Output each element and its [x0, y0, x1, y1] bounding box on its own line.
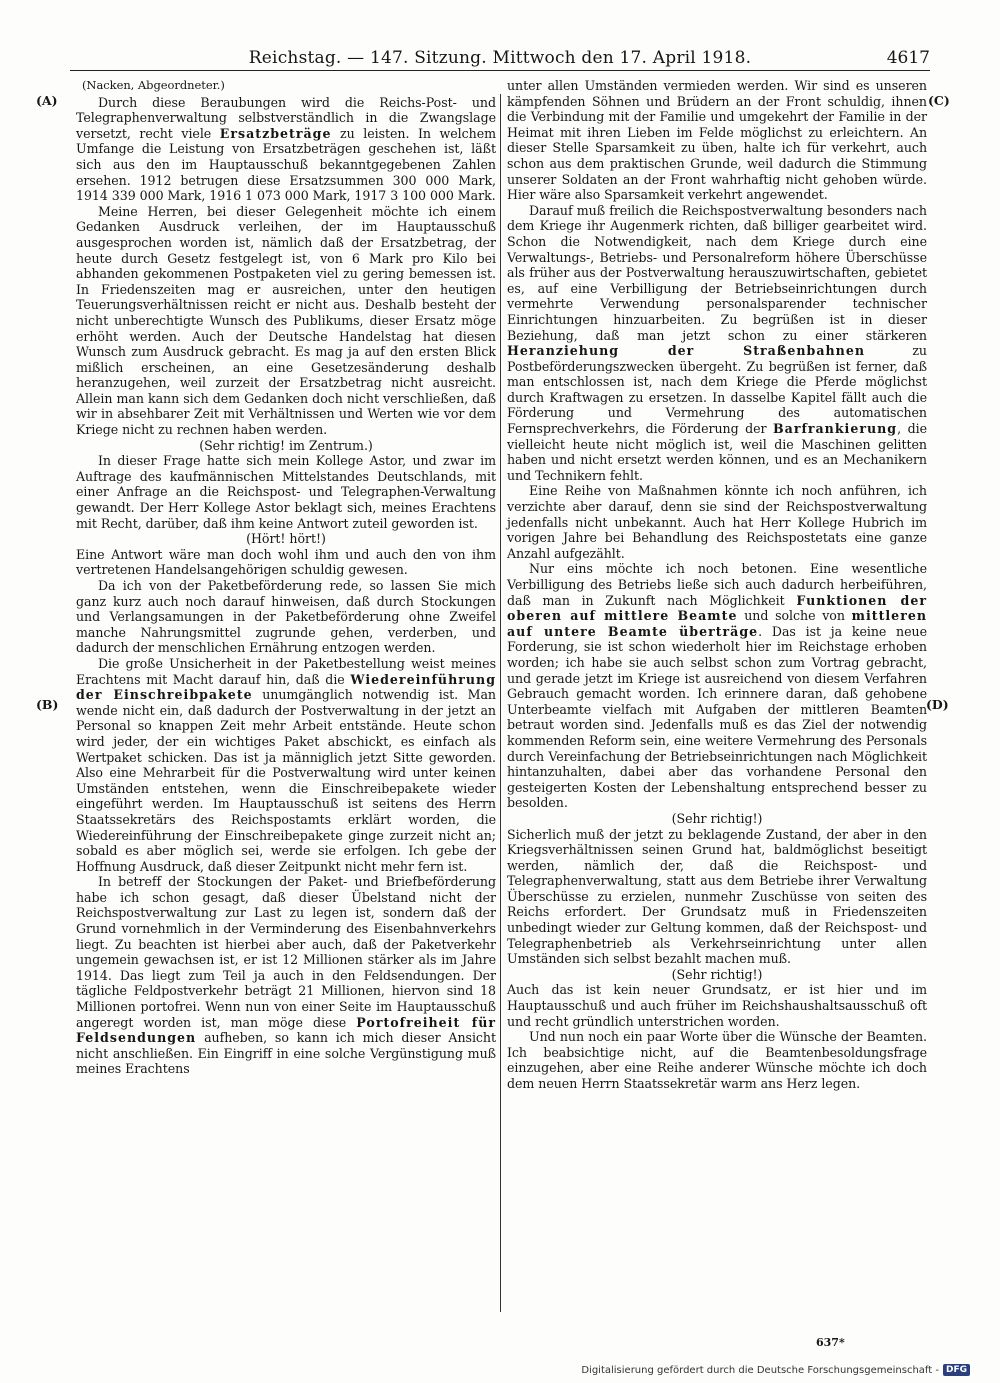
paragraph: [76, 874, 496, 1077]
dfg-logo-icon: DFG: [943, 1364, 970, 1376]
printer-signature: 637*: [816, 1336, 845, 1349]
text-run: unumgänglich notwendig ist. Man wende nicht ein, daß dadurch der Postverwaltung in der jetzt an Personal so knappen Zeit mehr Arbeit entstände. Heute schon wird jeder, der ein wichtiges Paket abschickt, es einfach als Wertpaket schicken. Das ist ja männiglich jetzt Sitte geworden. Also eine Mehrarbeit für die Postverwaltung wird unter keinen Umständen entstehen, wenn die Einschreibepakete wieder eingeführt werden. Im Hauptausschuß ist seitens des Herrn Staatssekretärs des Reichspostamts erklärt worden, die Wiedereinführung der Einschreibepakete ginge zurzeit nicht an; sobald es aber möglich sei, werde sie erfolgen. Ich gebe der Hoffnung Ausdruck, daß dieser Zeitpunkt nicht mehr fern ist.: [76, 687, 496, 874]
left-column: [76, 78, 496, 1077]
emphasis: Ersatzbeträge: [219, 125, 332, 141]
emphasis: Funktionen der oberen auf mittlere Beamte: [507, 592, 927, 624]
text-run: zu Postbeförderungszwecken übergeht. Zu begrüßen ist ferner, daß man entschlossen ist, nach dem Kriege die Pferde möglichst durch Kraftwagen zu ersetzen. In dasselbe Kapitel fällt auch die Förderung und Vermehrung des automatischen Fernsprechverkehrs, die Förderung der: [507, 343, 927, 437]
interjection: (Hört! hört!): [246, 531, 326, 547]
column-divider: [500, 94, 501, 1312]
page-header: [70, 46, 930, 71]
emphasis: Barfrankierung: [773, 421, 898, 437]
right-column: [507, 78, 927, 1092]
text-run: Durch diese Beraubungen wird die Reichs-Post- und Telegraphenverwaltung selbstverständlich in die Zwangslage versetzt, recht viele: [76, 94, 496, 141]
paragraph: [76, 656, 496, 874]
paragraph: Und nun noch ein paar Worte über die Wünsche der Beamten. Ich beabsichtige nicht, auf die Beamtenbesoldungsfrage einzugehen, aber eine Reihe anderer Wünsche möchte ich doch dem neuen Herrn Staatssekretär warm ans Herz legen.: [507, 1029, 927, 1091]
text-run: In betreff der Stockungen der Paket- und Briefbeförderung habe ich schon gesagt, daß dieser Übelstand nicht der Reichspostverwaltung zur Last zu legen ist, sondern daß der Grund vornehmlich in der Verminderung des Eisenbahnverkehrs liegt. Zu beachten ist hierbei aber auch, daß der Paketverkehr ungemein gewachsen ist, er ist 12 Millionen stärker als im Jahre 1914. Das liegt zum Teil ja auch in den Feldsendungen. Der tägliche Feldpostverkehr beträgt 21 Millionen, hiervon sind 18 Millionen portofrei. Wenn nun von einer Seite im Hauptausschuß angeregt worden ist, man möge diese: [76, 874, 496, 1030]
text-run: zu leisten. In welchem Umfange die Leistung von Ersatzbeträgen geschehen ist, läßt sich aus den im Hauptausschuß bekanntgegebenen Zahlen ersehen. 1912 betrugen diese Ersatzsummen 300 000 Mark, 1914 339 000 Mark, 1916 1 073 000 Mark, 1917 3 100 000 Mark.: [76, 125, 496, 204]
paragraph: Meine Herren, bei dieser Gelegenheit möchte ich einem Gedanken Ausdruck verleihen, der im Hauptausschuß ausgesprochen worden ist, nämlich daß der Ersatzbetrag, der heute durch Gesetz festgelegt ist, von 6 Mark pro Kilo bei abhanden gekommenen Postpaketen viel zu gering bemessen ist. In Friedenszeiten mag er ausreichen, unter den heutigen Teuerungsverhältnissen reicht er nicht aus. Deshalb besteht der nicht unberechtigte Wunsch des Publikums, dieser Ersatz möge erhöht werden. Auch der Deutsche Handelstag hat diesen Wunsch zum Ausdruck gebracht. Es mag ja auf den ersten Blick mißlich erscheinen, an eine Gesetzesänderung deshalb heranzugehen, weil zurzeit der Ersatzbetrag nicht ausreicht. Allein man kann sich dem Gedanken doch nicht verschließen, daß wir in absehbarer Zeit mit Verhältnissen und Werten wie vor dem Kriege nicht zu rechnen haben werden.: [76, 203, 496, 438]
page-title: Reichstag. — 147. Sitzung. Mittwoch den 17. April 1918.: [248, 48, 752, 68]
interjection: (Sehr richtig!): [671, 810, 763, 826]
paragraph: In dieser Frage hatte sich mein Kollege Astor, und zwar im Auftrage des kaufmännischen Mittelstandes Deutschlands, mit einer Anfrage an die Reichspost- und Telegraphen-Verwaltung gewandt. Der Herr Kollege Astor beklagt sich, meines Erachtens mit Recht, darüber, daß ihm keine Antwort zuteil geworden ist.: [76, 453, 496, 531]
interjection: (Sehr richtig!): [671, 966, 763, 982]
emphasis: Heranziehung der Straßenbahnen: [507, 343, 865, 359]
text-run: aufheben, so kann ich mich dieser Ansicht nicht anschließen. Ein Eingriff in eine solche Vergünstigung muß meines Erachtens: [76, 1030, 496, 1077]
page-number: 4617: [886, 48, 930, 68]
text-run: . Das ist ja keine neue Forderung, sie ist schon wiederholt hier im Reichstage erhoben worden; ich habe sie auch selbst schon zum Vortrag gebracht, und gerade jetzt im Kriege ist ausreichend von diesem Verfahren Gebrauch gemacht worden. Ich erinnere daran, daß gehobene Unterbeamte vielfach mit Aufgaben der mittleren Beamten betraut worden sind. Jedenfalls muß es das Ziel der notwendig kommenden Reform sein, eine weitere Vermehrung des Personals durch Vereinfachung der Betriebseinrichtungen nach Möglichkeit hintanzuhalten, dabei aber das vorhandene Personal den gesteigerten Kosten der Lebenshaltung entsprechend besser zu besolden.: [507, 623, 927, 811]
paragraph: [76, 95, 496, 204]
paragraph: [507, 561, 927, 811]
paragraph: Da ich von der Paketbeförderung rede, so lassen Sie mich ganz kurz auch noch darauf hinweisen, daß durch Stockungen und Verlangsamungen in der Paketbeförderung ohne Zweifel manche Nahrungsmittel zugrunde gehen, verderben, und dadurch der menschlichen Ernährung entzogen werden.: [76, 578, 496, 656]
text-run: , die vielleicht heute nicht möglich ist, weil die Maschinen gelitten haben und nicht ersetzt werden können, und es an Mechanikern und Technikern fehlt.: [507, 421, 927, 483]
interjection: (Sehr richtig! im Zentrum.): [199, 437, 373, 453]
emphasis: Portofreiheit für Feldsendungen: [76, 1014, 496, 1046]
speaker-label: (Nacken, Abgeordneter.): [82, 78, 225, 92]
emphasis: mittleren auf untere Beamte überträge: [507, 608, 928, 639]
text-run: und solche von: [737, 608, 852, 624]
margin-marker-b: (B): [36, 697, 59, 712]
paragraph: Eine Antwort wäre man doch wohl ihm und auch den von ihm vertretenen Handelsangehörigen schuldig gewesen.: [76, 546, 496, 578]
credit-text: Digitalisierung gefördert durch die Deutsche Forschungsgemeinschaft -: [581, 1364, 939, 1376]
text-run: Die große Unsicherheit in der Paketbestellung weist meines Erachtens mit Macht darauf hin, daß die: [76, 655, 496, 687]
text-run: Darauf muß freilich die Reichspostverwaltung besonders nach dem Kriege ihr Augenmerk richten, daß billiger gearbeitet wird. Schon die Notwendigkeit, nach dem Kriege durch eine Verwaltungs-, Betriebs- und Personalreform höhere Überschüsse als früher aus der Postverwaltung herauszuwirtschaften, gebietet es, auf eine Verbilligung der Betriebseinrichtungen durch vermehrte Verwendung personalsparender technischer Einrichtungen hinzuarbeiten. Zu begrüßen ist in dieser Beziehung, daß man jetzt schon zu einer stärkeren: [507, 202, 927, 343]
margin-marker-a: (A): [36, 93, 58, 108]
text-run: Nur eins möchte ich noch betonen. Eine wesentliche Verbilligung des Betriebs ließe sich auch dadurch herbeiführen, daß man in Zukunft nach Möglichkeit: [507, 561, 927, 608]
paragraph: Eine Reihe von Maßnahmen könnte ich noch anführen, ich verzichte aber darauf, denn sie sind der Reichspostverwaltung jedenfalls nicht unbekannt. Auch hat Herr Kollege Hubrich im vorigen Jahre bei Behandlung des Reichspostetats eine ganze Anzahl aufgezählt.: [507, 483, 927, 561]
footer-credit: [581, 1364, 970, 1376]
margin-marker-c: (C): [928, 93, 950, 108]
paragraph: Sicherlich muß der jetzt zu beklagende Zustand, der aber in den Kriegsverhältnissen seinen Grund hat, baldmöglichst beseitigt werden, nämlich der, daß die Reichspost- und Telegraphenverwaltung, statt aus dem Betriebe ihrer Verwaltung Überschüsse zu erzielen, nunmehr Zuschüsse von seiten des Reichs erfordert. Der Grundsatz muß in Friedenszeiten unbedingt wieder zur Geltung kommen, daß der Reichspost- und Telegraphenbetrieb als Verkehrseinrichtung unter allen Umständen sich selbst bezahlt machen muß.: [507, 826, 927, 967]
paragraph: Auch das ist kein neuer Grundsatz, er ist hier und im Hauptausschuß und auch früher im Reichshaushaltsausschuß oft und recht gründlich unterstrichen worden.: [507, 982, 927, 1029]
emphasis: Wiedereinführung der Einschreibpakete: [76, 671, 496, 703]
margin-marker-d: (D): [926, 697, 949, 712]
paragraph: unter allen Umständen vermieden werden. Wir sind es unseren kämpfenden Söhnen und Brüdern an der Front schuldig, ihnen die Verbindung mit der Familie und umgekehrt der Familie in der Heimat mit ihren Lieben im Felde möglichst zu erleichtern. An dieser Stelle Sparsamkeit zu üben, halte ich für verkehrt, auch schon aus dem praktischen Grunde, weil dadurch die Stimmung unserer Soldaten an der Front wahrhaftig nicht gehoben würde. Hier wäre also Sparsamkeit verkehrt angewendet.: [507, 78, 927, 203]
paragraph: [507, 203, 927, 484]
